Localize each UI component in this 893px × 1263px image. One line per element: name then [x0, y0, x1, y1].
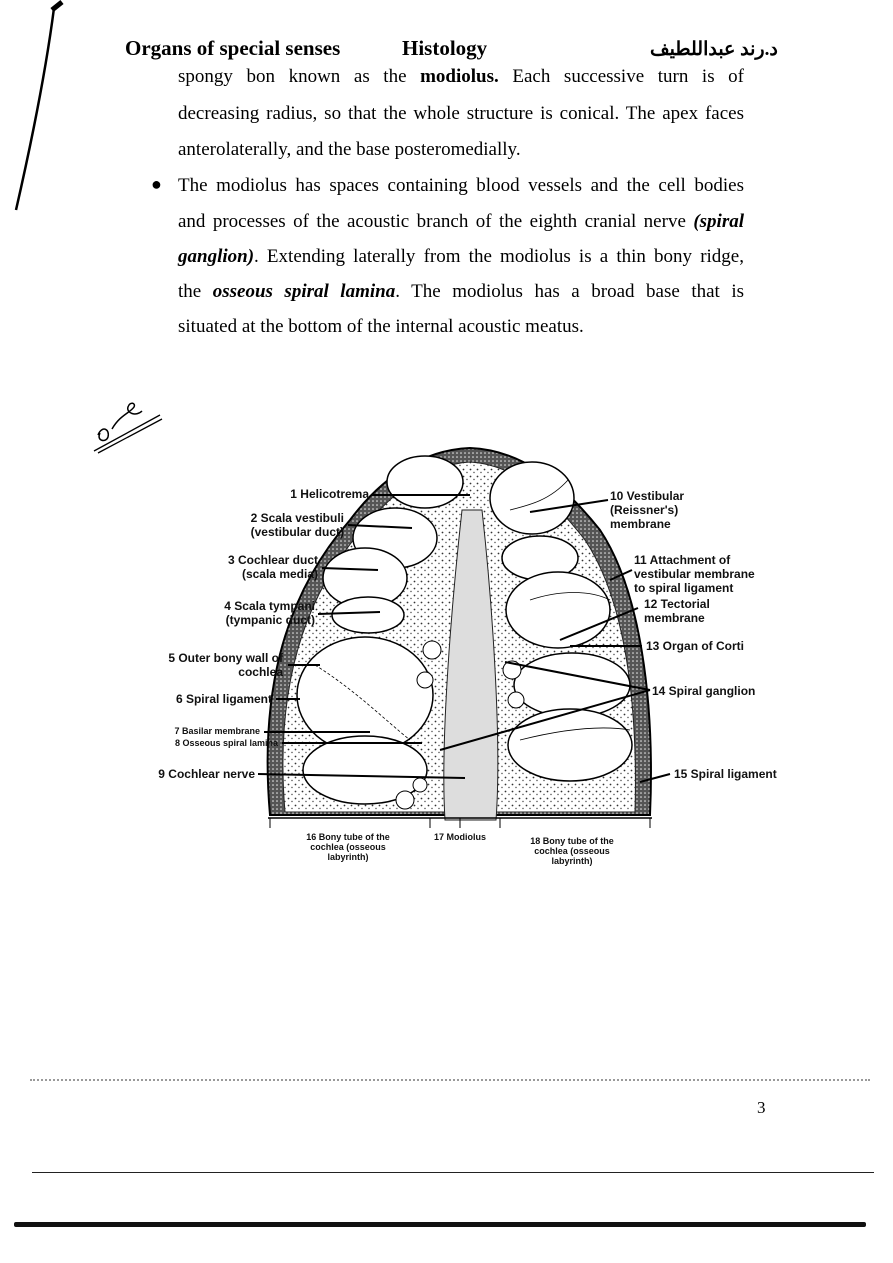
- margin-stroke-mark: [10, 0, 70, 220]
- label-scala-tympani-sub: (tympanic duct): [225, 613, 315, 627]
- label-organ-of-corti: 13 Organ of Corti: [646, 639, 745, 653]
- label-basilar-membrane: 7 Basilar membrane: [174, 726, 260, 736]
- label-scala-tympani: 4 Scala tympani: [224, 599, 315, 613]
- label-vestibular-membrane-sub1: (Reissner's): [610, 503, 679, 517]
- label-spiral-ligament-left: 6 Spiral ligament: [175, 692, 272, 706]
- label-bony-tube-left-sub1: cochlea (osseous: [310, 842, 386, 852]
- label-scala-vestibuli-sub: (vestibular duct): [250, 525, 344, 539]
- bullet-line-2: and processes of the acoustic branch of the eighth cranial nerve (spiral: [178, 211, 744, 232]
- page-number: 3: [757, 1098, 766, 1117]
- label-helicotrema: 1 Helicotrema: [290, 487, 369, 501]
- paragraph-line-2: decreasing radius, so that the whole structure is conical. The apex faces: [178, 103, 744, 124]
- paragraph-line-3: anterolaterally, and the base posteromedially.: [178, 139, 521, 160]
- label-bony-tube-right-sub1: cochlea (osseous: [534, 846, 610, 856]
- label-vestibular-membrane: 10 Vestibular: [610, 489, 685, 503]
- dotted-separator: [30, 1079, 870, 1081]
- header-topic: Organs of special senses: [125, 36, 341, 60]
- label-outer-bony-wall: 5 Outer bony wall of: [168, 651, 283, 665]
- paragraph-line-1: spongy bon known as the modiolus. Each successive turn is of: [178, 66, 744, 87]
- label-bony-tube-right: 18 Bony tube of the: [530, 836, 614, 846]
- label-spiral-ligament-right: 15 Spiral ligament: [674, 767, 777, 781]
- cochlea-diagram: [140, 440, 800, 880]
- label-cochlear-nerve: 9 Cochlear nerve: [158, 767, 255, 781]
- bullet-line-3: ganglion). Extending laterally from the modiolus is a thin bony ridge,: [178, 246, 744, 267]
- bullet-line-4: the osseous spiral lamina. The modiolus has a broad base that is: [178, 281, 744, 302]
- header-author: د.رند عبداللطيف: [650, 39, 778, 60]
- term-osseous-spiral-lamina: osseous spiral lamina: [212, 281, 396, 302]
- footer-rule-thick: [14, 1222, 866, 1227]
- label-outer-bony-wall-sub: cochlea: [238, 665, 283, 679]
- bullet-line-5: situated at the bottom of the internal acoustic meatus.: [178, 316, 584, 337]
- label-spiral-ganglion: 14 Spiral ganglion: [652, 684, 756, 698]
- term-modiolus: modiolus.: [420, 66, 499, 87]
- label-osseous-spiral-lamina: 8 Osseous spiral lamina: [174, 738, 278, 748]
- label-scala-vestibuli: 2 Scala vestibuli: [250, 511, 344, 525]
- label-cochlear-duct-sub: (scala media): [241, 567, 318, 581]
- label-bony-tube-right-sub2: labyrinth): [551, 856, 593, 866]
- label-cochlear-duct: 3 Cochlear duct: [227, 553, 318, 567]
- label-attachment-vestibular: 11 Attachment of: [634, 553, 731, 567]
- label-vestibular-membrane-sub2: membrane: [610, 517, 671, 531]
- label-attachment-vestibular-sub2: to spiral ligament: [634, 581, 734, 595]
- bullet-line-1: The modiolus has spaces containing blood vessels and the cell bodies: [178, 175, 744, 196]
- label-attachment-vestibular-sub1: vestibular membrane: [634, 567, 755, 581]
- footer-rule-thin: [32, 1172, 874, 1173]
- bullet-marker: ●: [151, 174, 162, 194]
- label-modiolus: 17 Modiolus: [433, 832, 487, 842]
- header-subject: Histology: [402, 36, 488, 60]
- label-tectorial-membrane-sub: membrane: [644, 611, 705, 625]
- term-spiral: (spiral: [693, 211, 744, 232]
- label-bony-tube-left: 16 Bony tube of the: [306, 832, 390, 842]
- term-ganglion: ganglion): [178, 246, 255, 267]
- chamber-helicotrema: [387, 456, 463, 508]
- label-bony-tube-left-sub2: labyrinth): [327, 852, 369, 862]
- label-tectorial-membrane: 12 Tectorial: [644, 597, 710, 611]
